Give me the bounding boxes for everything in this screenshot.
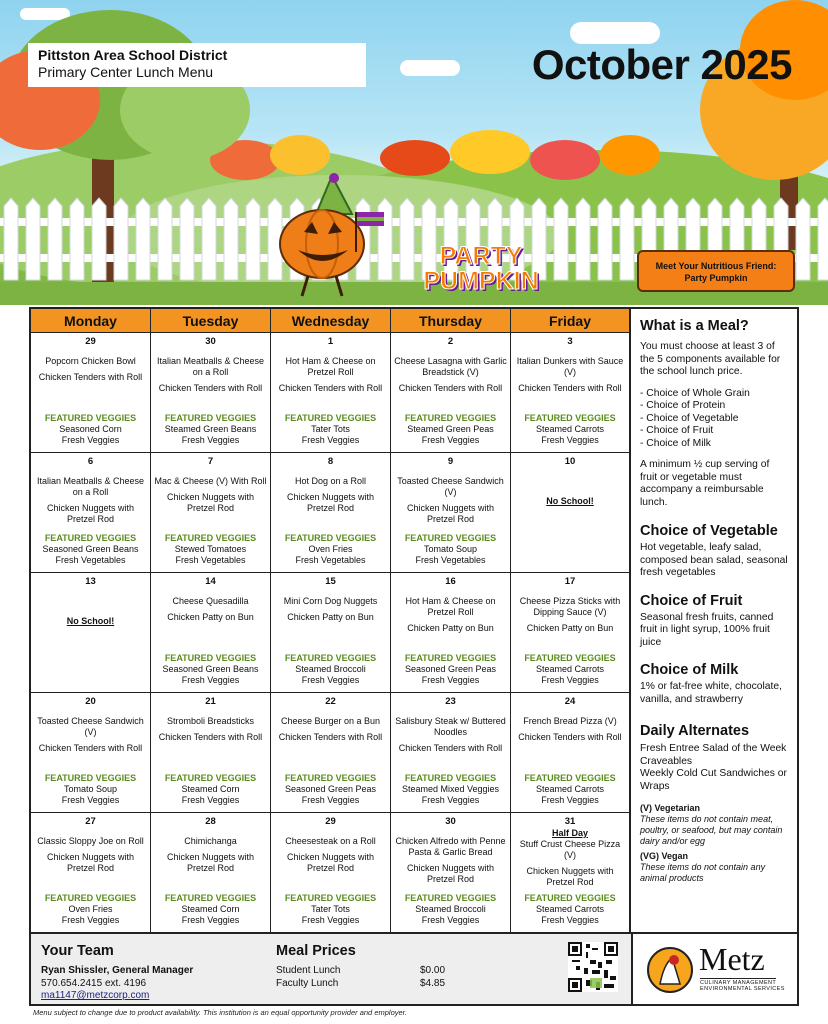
day-cell xyxy=(31,693,151,813)
alternate-entree: Chicken Tenders with Roll xyxy=(278,383,383,393)
footer xyxy=(29,934,799,1006)
alternate-entree: Chicken Nuggets with Pretzel Rod xyxy=(166,492,255,513)
bush xyxy=(380,140,450,176)
day-cell xyxy=(271,693,391,813)
featured-veggie: Fresh Veggies xyxy=(181,435,240,445)
alternate-entree: Chicken Nuggets with Pretzel Rod xyxy=(526,866,614,887)
day-number: 23 xyxy=(445,696,456,707)
meal-text: You must choose at least 3 of the 5 components available for the school lunch price. xyxy=(640,341,781,377)
featured-veggie: Tomato Soup xyxy=(423,544,478,554)
day-cell xyxy=(511,573,629,693)
featured-veggie: Tater Tots xyxy=(311,424,350,434)
featured-veggies-label: FEATURED VEGGIES xyxy=(284,653,377,663)
featured-veggie: Steamed Carrots xyxy=(535,904,605,914)
entree: Hot Dog on a Roll xyxy=(294,476,367,486)
alternate-entree: Chicken Nuggets with Pretzel Rod xyxy=(166,852,255,873)
featured-veggies-label: FEATURED VEGGIES xyxy=(404,413,497,423)
day-cell xyxy=(391,813,511,933)
component-item: - Choice of Vegetable xyxy=(640,412,739,424)
featured-veggies-label: FEATURED VEGGIES xyxy=(284,533,377,543)
day-number: 29 xyxy=(325,816,336,827)
milk-text: 1% or fat-free white, chocolate, vanilla, and strawberry xyxy=(640,681,782,705)
featured-veggie: Fresh Veggies xyxy=(301,675,360,685)
alternate-entree: Chicken Tenders with Roll xyxy=(398,383,503,393)
featured-veggie: Seasoned Green Beans xyxy=(42,544,139,554)
veg-text: Hot vegetable, leafy salad, composed bean salad, seasonal fresh vegetables xyxy=(640,542,788,578)
alternate-entree: Chicken Nuggets with Pretzel Rod xyxy=(286,852,375,873)
email-link[interactable]: ma1147@metzcorp.com xyxy=(41,990,150,1001)
featured-veggies-label: FEATURED VEGGIES xyxy=(284,893,377,903)
day-number: 16 xyxy=(445,576,456,587)
alternate-entree: Chicken Tenders with Roll xyxy=(158,383,263,393)
featured-veggie: Steamed Corn xyxy=(181,784,240,794)
alternate-entree: Chicken Nuggets with Pretzel Rod xyxy=(406,503,495,524)
friend-name: Party Pumpkin xyxy=(684,273,748,283)
featured-veggie: Oven Fries xyxy=(308,544,353,554)
featured-veggies-label: FEATURED VEGGIES xyxy=(44,413,137,423)
day-cell xyxy=(151,693,271,813)
component-item: - Choice of Milk xyxy=(640,437,711,449)
entree: Mini Corn Dog Nuggets xyxy=(283,596,378,606)
alternate-entree: Chicken Tenders with Roll xyxy=(38,743,143,753)
bush xyxy=(450,130,530,174)
alternate-entree: Chicken Patty on Bun xyxy=(526,623,614,633)
alternate-entree: Chicken Patty on Bun xyxy=(287,612,374,622)
featured-veggie: Fresh Veggies xyxy=(541,915,599,925)
featured-veggies-label: FEATURED VEGGIES xyxy=(524,653,616,663)
day-number: 7 xyxy=(207,456,214,467)
mascot-title: PARTY PUMPKIN xyxy=(423,242,539,295)
day-cell xyxy=(391,453,511,573)
featured-veggie: Oven Fries xyxy=(68,904,113,914)
day-cell xyxy=(391,333,511,453)
alternate-item: Craveables xyxy=(640,755,693,767)
featured-veggies-label: FEATURED VEGGIES xyxy=(164,653,257,663)
featured-veggies-label: FEATURED VEGGIES xyxy=(164,533,257,543)
day-cell xyxy=(271,573,391,693)
minimum-text: A minimum ½ cup serving of fruit or vegetable must accompany a reimbursable lunch. xyxy=(640,459,770,508)
component-list xyxy=(640,388,789,451)
day-number: 22 xyxy=(325,696,336,707)
day-number: 13 xyxy=(85,576,96,587)
metz-logo-icon xyxy=(646,946,694,994)
entree: Italian Meatballs & Cheese on a Roll xyxy=(36,476,145,497)
phone-number: 570.654.2415 ext. 4196 xyxy=(41,978,147,989)
day-number: 30 xyxy=(205,336,216,347)
day-number: 21 xyxy=(205,696,216,707)
bush xyxy=(530,140,600,180)
alternate-item: Fresh Entree Salad of the Week xyxy=(640,743,787,754)
day-number: 31 xyxy=(564,816,576,827)
bush xyxy=(600,135,660,175)
alternates-title: Daily Alternates xyxy=(640,723,750,739)
day-number: 30 xyxy=(445,816,456,827)
day-number: 17 xyxy=(564,576,576,587)
featured-veggie: Tomato Soup xyxy=(63,784,118,794)
component-item: - Choice of Protein xyxy=(640,400,726,411)
entree: Stromboli Breadsticks xyxy=(166,716,255,726)
vegetarian-key: (V) Vegetarian xyxy=(640,803,701,813)
day-cell xyxy=(511,813,629,933)
featured-veggie: Steamed Carrots xyxy=(535,664,605,674)
logo-subtitle-2: ENVIRONMENTAL SERVICES xyxy=(700,986,785,992)
entree: Toasted Cheese Sandwich (V) xyxy=(37,716,144,737)
banner xyxy=(0,0,828,305)
day-cell xyxy=(391,693,511,813)
vegetarian-key-text: These items do not contain meat, poultry, or seafood, but may contain dairy and/or egg xyxy=(640,814,783,846)
day-number: 6 xyxy=(87,456,94,467)
prices-title: Meal Prices xyxy=(276,943,356,959)
entree: Stuff Crust Cheese Pizza (V) xyxy=(519,839,621,860)
featured-veggies-label: FEATURED VEGGIES xyxy=(404,653,497,663)
entree: Chimichanga xyxy=(184,836,237,846)
featured-veggies-label: FEATURED VEGGIES xyxy=(44,893,137,903)
meal-info-sidebar xyxy=(631,307,799,934)
alternate-entree: Chicken Tenders with Roll xyxy=(518,383,622,393)
day-cell xyxy=(271,333,391,453)
milk-title: Choice of Milk xyxy=(640,662,739,678)
featured-veggie: Fresh Vegetables xyxy=(55,555,126,565)
featured-veggies-label: FEATURED VEGGIES xyxy=(404,533,497,543)
featured-veggie: Steamed Carrots xyxy=(535,784,605,794)
entree: Italian Meatballs & Cheese on a Roll xyxy=(156,356,265,377)
featured-veggie: Fresh Vegetables xyxy=(175,555,246,565)
featured-veggies-label: FEATURED VEGGIES xyxy=(524,413,616,423)
featured-veggie: Stewed Tomatoes xyxy=(174,544,247,554)
day-cell xyxy=(511,453,629,573)
featured-veggie: Fresh Veggies xyxy=(181,915,240,925)
entree: Italian Dunkers with Sauce (V) xyxy=(516,356,624,377)
entree: Salisbury Steak w/ Buttered Noodles xyxy=(395,716,506,737)
month-title: October 2025 xyxy=(531,41,792,88)
entree: Cheese Quesadilla xyxy=(172,596,249,606)
alternate-entree: Chicken Tenders with Roll xyxy=(158,732,263,742)
alternate-entree: Chicken Nuggets with Pretzel Rod xyxy=(406,863,495,884)
day-number: 27 xyxy=(85,816,96,827)
featured-veggies-label: FEATURED VEGGIES xyxy=(404,773,497,783)
entree: Toasted Cheese Sandwich (V) xyxy=(397,476,504,497)
day-cell xyxy=(151,573,271,693)
no-school-notice: No School! xyxy=(546,496,594,506)
pumpkin-mascot-illustration xyxy=(272,172,390,302)
alternate-entree: Chicken Nuggets with Pretzel Rod xyxy=(286,492,375,513)
day-number: 24 xyxy=(564,696,576,707)
featured-veggie: Seasoned Green Peas xyxy=(284,784,377,794)
day-cell xyxy=(271,453,391,573)
disclaimer: Menu subject to change due to product availability. This institution is an equal opportunity provider and employer. xyxy=(33,1008,407,1017)
featured-veggie: Fresh Veggies xyxy=(421,795,480,805)
featured-veggie: Fresh Veggies xyxy=(181,795,240,805)
alternates-list xyxy=(640,743,789,793)
day-header-tuesday: Tuesday xyxy=(151,309,271,333)
entree: Hot Ham & Cheese on Pretzel Roll xyxy=(285,356,376,377)
featured-veggie: Seasoned Green Peas xyxy=(404,664,497,674)
day-cell xyxy=(271,813,391,933)
entree: Cheesesteak on a Roll xyxy=(285,836,376,846)
diet-key xyxy=(640,803,789,884)
featured-veggie: Steamed Green Peas xyxy=(407,424,494,434)
featured-veggies-label: FEATURED VEGGIES xyxy=(524,773,616,783)
half-day-notice: Half Day xyxy=(551,828,588,838)
featured-veggie: Fresh Veggies xyxy=(301,435,360,445)
menu-name: Primary Center Lunch Menu xyxy=(38,64,214,80)
alternate-entree: Chicken Tenders with Roll xyxy=(518,732,622,742)
component-item: - Choice of Whole Grain xyxy=(640,387,750,399)
entree: Cheese Pizza Sticks with Dipping Sauce (V) xyxy=(519,596,621,617)
entree: Mac & Cheese (V) With Roll xyxy=(154,476,267,486)
featured-veggie: Fresh Veggies xyxy=(61,915,120,925)
featured-veggies-label: FEATURED VEGGIES xyxy=(164,413,257,423)
featured-veggie: Steamed Broccoli xyxy=(415,904,486,914)
featured-veggie: Fresh Veggies xyxy=(421,435,480,445)
featured-veggie: Fresh Vegetables xyxy=(415,555,486,565)
day-header-friday: Friday xyxy=(511,309,629,333)
team-title: Your Team xyxy=(41,943,114,959)
featured-veggie: Steamed Corn xyxy=(181,904,240,914)
entree: French Bread Pizza (V) xyxy=(523,716,617,726)
alternate-entree: Chicken Tenders with Roll xyxy=(398,743,503,753)
day-number: 15 xyxy=(325,576,336,587)
vegan-key-text: These items do not contain any animal products xyxy=(640,862,766,883)
alternate-entree: Chicken Tenders with Roll xyxy=(38,372,143,382)
logo-wordmark: Metz xyxy=(699,941,765,977)
friend-callout xyxy=(637,250,795,292)
alternate-item: Weekly Cold Cut Sandwiches or Wraps xyxy=(640,768,787,792)
featured-veggie: Fresh Veggies xyxy=(421,915,480,925)
alternate-entree: Chicken Patty on Bun xyxy=(407,623,494,633)
day-cell xyxy=(511,333,629,453)
manager-name: Ryan Shissler, General Manager xyxy=(41,965,194,976)
footer-info-panel xyxy=(31,934,633,1004)
student-price-label: Student Lunch xyxy=(276,965,341,976)
featured-veggies-label: FEATURED VEGGIES xyxy=(524,893,616,903)
featured-veggie: Steamed Mixed Veggies xyxy=(401,784,500,794)
day-number: 1 xyxy=(327,336,334,347)
day-number: 28 xyxy=(205,816,216,827)
faculty-price-label: Faculty Lunch xyxy=(276,978,339,989)
featured-veggie: Seasoned Corn xyxy=(59,424,122,434)
day-cell xyxy=(31,573,151,693)
featured-veggie: Fresh Veggies xyxy=(61,795,120,805)
featured-veggie: Seasoned Green Beans xyxy=(162,664,259,674)
day-cell xyxy=(31,333,151,453)
day-number: 8 xyxy=(327,456,334,467)
featured-veggie: Tater Tots xyxy=(311,904,350,914)
entree: Cheese Lasagna with Garlic Breadstick (V) xyxy=(394,356,507,377)
day-number: 14 xyxy=(205,576,216,587)
day-number: 29 xyxy=(85,336,96,347)
featured-veggies-label: FEATURED VEGGIES xyxy=(404,893,497,903)
featured-veggie: Fresh Veggies xyxy=(541,675,599,685)
featured-veggie: Fresh Veggies xyxy=(181,675,240,685)
day-header-monday: Monday xyxy=(31,309,151,333)
day-cell xyxy=(31,453,151,573)
entree: Chicken Alfredo with Penne Pasta & Garlic Bread xyxy=(395,836,506,857)
alternate-entree: Chicken Tenders with Roll xyxy=(278,732,383,742)
featured-veggie: Fresh Veggies xyxy=(61,435,120,445)
featured-veggies-label: FEATURED VEGGIES xyxy=(44,533,137,543)
bush xyxy=(270,135,330,175)
day-number: 10 xyxy=(564,456,576,467)
title-box xyxy=(28,43,366,87)
day-number: 20 xyxy=(85,696,96,707)
entree: Hot Ham & Cheese on Pretzel Roll xyxy=(405,596,496,617)
veg-title: Choice of Vegetable xyxy=(640,523,778,539)
day-cell xyxy=(151,453,271,573)
day-cell xyxy=(151,813,271,933)
featured-veggies-label: FEATURED VEGGIES xyxy=(164,773,257,783)
day-number: 3 xyxy=(567,336,573,347)
featured-veggie: Fresh Veggies xyxy=(541,435,599,445)
featured-veggies-label: FEATURED VEGGIES xyxy=(164,893,257,903)
featured-veggie: Steamed Carrots xyxy=(535,424,605,434)
featured-veggie: Fresh Vegetables xyxy=(295,555,366,565)
featured-veggie: Fresh Veggies xyxy=(421,675,480,685)
district-name: Pittston Area School District xyxy=(38,47,228,63)
entree: Cheese Burger on a Bun xyxy=(280,716,381,726)
fruit-text: Seasonal fresh fruits, canned fruit in light syrup, 100% fruit juice xyxy=(640,611,774,648)
alternate-entree: Chicken Nuggets with Pretzel Rod xyxy=(46,852,135,873)
logo-subtitle-1: CULINARY MANAGEMENT xyxy=(700,980,777,986)
alternate-entree: Chicken Patty on Bun xyxy=(167,612,254,622)
lunch-calendar xyxy=(29,307,631,934)
vegan-key: (VG) Vegan xyxy=(640,851,689,861)
featured-veggie: Fresh Veggies xyxy=(301,915,360,925)
day-cell xyxy=(151,333,271,453)
faculty-price: $4.85 xyxy=(420,978,446,989)
student-price: $0.00 xyxy=(420,965,446,976)
day-header-wednesday: Wednesday xyxy=(271,309,391,333)
featured-veggie: Steamed Green Beans xyxy=(164,424,257,434)
day-cell xyxy=(391,573,511,693)
alternate-entree: Chicken Nuggets with Pretzel Rod xyxy=(46,503,135,524)
day-number: 2 xyxy=(447,336,454,347)
day-cell xyxy=(31,813,151,933)
meal-title: What is a Meal? xyxy=(640,318,749,334)
featured-veggies-label: FEATURED VEGGIES xyxy=(44,773,137,783)
day-cell xyxy=(511,693,629,813)
friend-label: Meet Your Nutritious Friend: xyxy=(655,261,777,271)
no-school-notice: No School! xyxy=(66,616,115,626)
featured-veggie: Fresh Veggies xyxy=(301,795,360,805)
day-header-thursday: Thursday xyxy=(391,309,511,333)
qr-code[interactable] xyxy=(568,942,618,992)
entree: Popcorn Chicken Bowl xyxy=(45,356,136,366)
featured-veggie: Steamed Broccoli xyxy=(295,664,366,674)
cloud xyxy=(400,60,460,76)
featured-veggies-label: FEATURED VEGGIES xyxy=(284,773,377,783)
featured-veggies-label: FEATURED VEGGIES xyxy=(284,413,377,423)
component-item: - Choice of Fruit xyxy=(640,425,714,436)
day-number: 9 xyxy=(447,456,454,467)
featured-veggie: Fresh Veggies xyxy=(541,795,599,805)
fruit-title: Choice of Fruit xyxy=(640,592,743,609)
entree: Classic Sloppy Joe on Roll xyxy=(37,836,144,846)
